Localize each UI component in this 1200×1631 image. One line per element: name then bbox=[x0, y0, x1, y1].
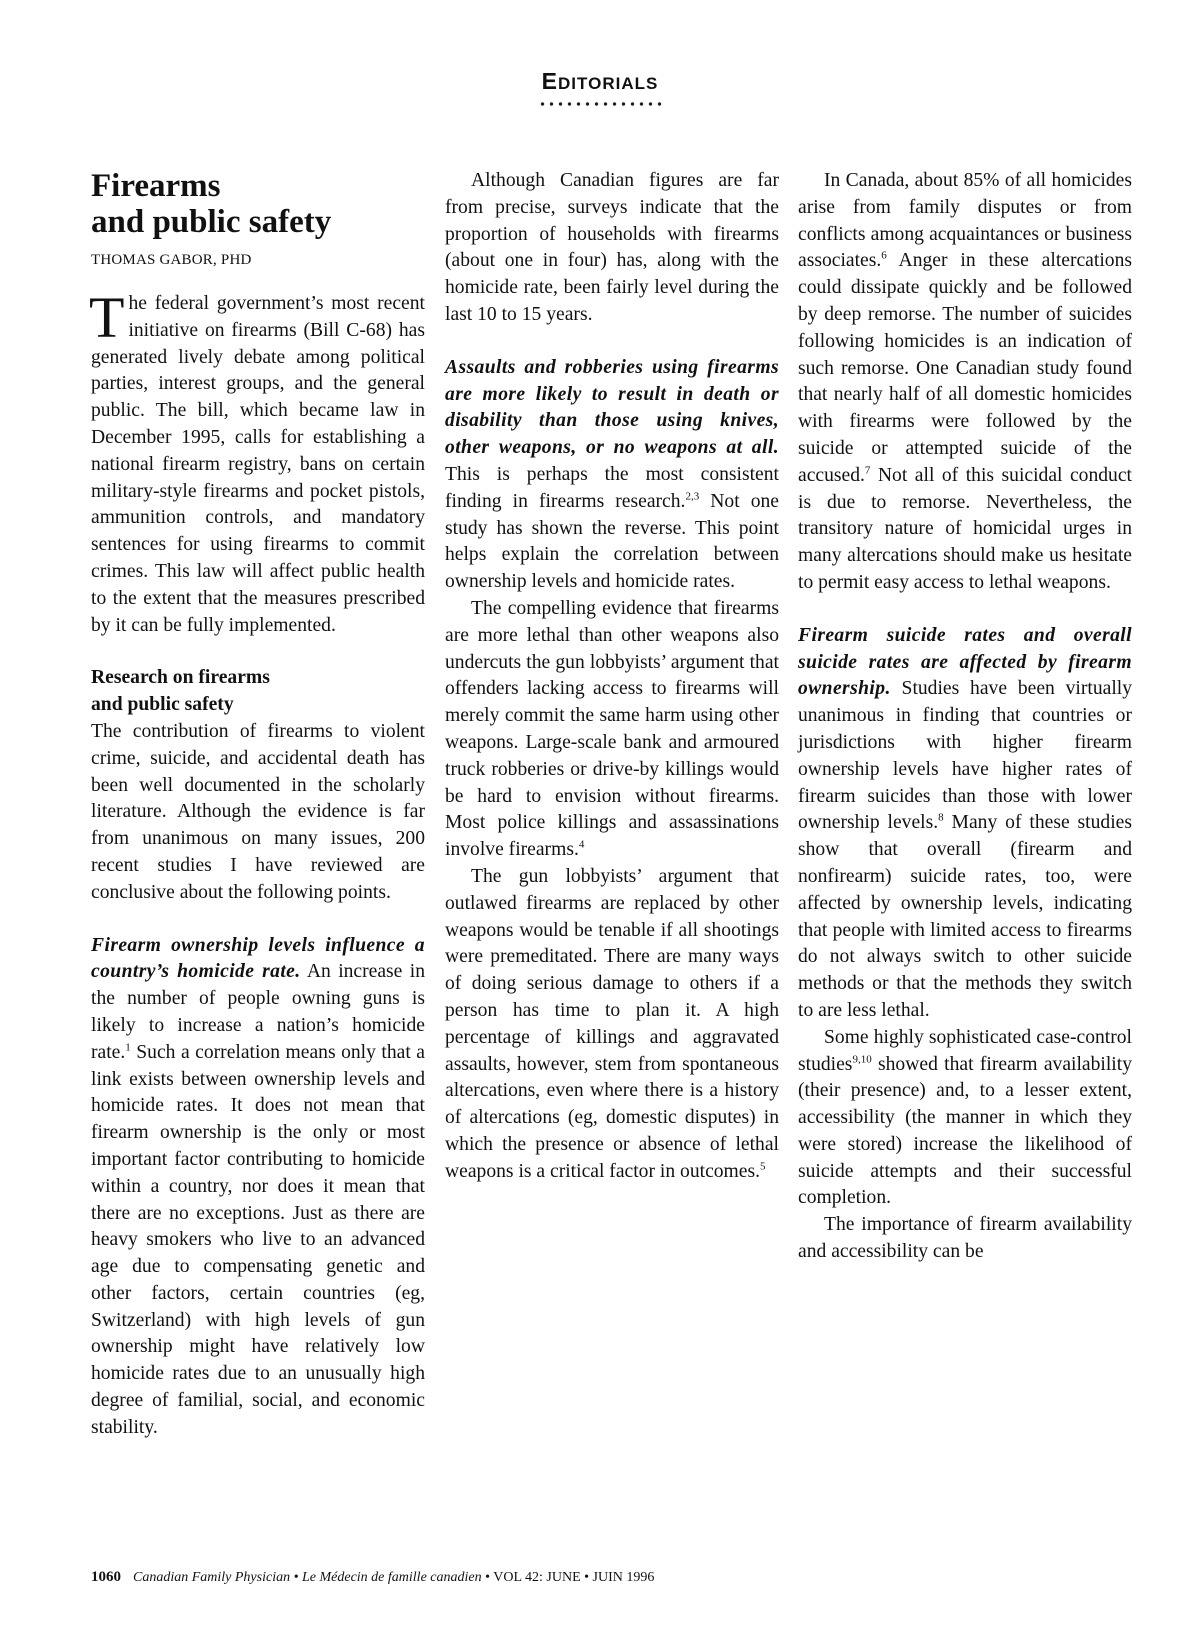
byline: THOMAS GABOR, PHD bbox=[91, 252, 252, 268]
body-paragraph: Although Canadian figures are far from precise, surveys indicate that the proportion of households with firearms (about one in four) has, along with the homicide rate, been fairly level during the last 10 to 15 years. bbox=[445, 170, 779, 325]
key-point-paragraph: Firearm ownership levels influence a country’s homicide rate. An increase in the number of people owning guns is likely to increase a nation’s homicide rate.$^1$ Such a correlation means only that a link exists between ownership levels and homicide rates. It does not mean that firearm ownership is the only or most important factor contributing to homicide within a country, nor does it mean that there are no exceptions. Just as there are heavy smokers who live to an advanced age due to compensating genetic and other factors, certain countries (eg, Switzerland) with high levels of gun ownership might have relatively low homicide rates due to an unusually high degree of familial, social, and economic stability. bbox=[91, 934, 425, 1438]
reference-superscript: 1 bbox=[125, 1041, 131, 1054]
column-1 bbox=[91, 168, 425, 1442]
intro-paragraph: The federal government’s most recent initiative on firearms (Bill C-68) has generated lively debate among political parties, interest groups, and the general public. The bill, which became law in December 1995, calls for establishing a national firearm registry, bans on certain military-style firearms and pocket pistols, ammunition controls, and mandatory sentences for using firearms to commit crimes. This law will affect public health to the extent that the measures prescribed by it can be fully implemented. bbox=[89, 285, 425, 636]
reference-superscript: 6 bbox=[881, 249, 887, 262]
reference-superscript: 7 bbox=[864, 464, 871, 477]
body-paragraph: The gun lobbyists’ argument that outlawed firearms are replaced by other weapons would be tenable if all shootings were premeditated. There are many ways of doing serious damage to others if a person has time to plan it. A high percentage of killings and aggravated assaults, however, stem from spontaneous altercations, even where there is a history of altercations (eg, domestic disputes) in which the presence or absence of lethal weapons is a critical factor in outcomes.$^5$ bbox=[445, 865, 779, 1182]
body-paragraph: The compelling evidence that firearms are more lethal than other weapons also undercuts the gun lobbyists’ argument that offenders lacking access to firearms will merely commit the same harm using other weapons. Large-scale bank and armoured truck robberies or drive-by killings would be hard to envision without firearms. Most police killings and assassinations involve firearms.$^4$ bbox=[445, 597, 779, 861]
key-point-lead: Firearm ownership levels influence a country’s homicide rate. bbox=[91, 934, 425, 983]
reference-superscript: 4 bbox=[578, 838, 585, 851]
key-point-paragraph: Firearm suicide rates and overall suicide rates are affected by firearm ownership. Studies have been virtually unanimous in finding that countries or jurisdictions with higher firearm ownership levels have higher rates of firearm suicides than those with lower ownership levels.$^8$ Many of these studies show that overall (firearm and nonfirearm) suicide rates, too, were affected by ownership levels, indicating that people with limited access to firearms do not always switch to other suicide methods or that the methods they switch to are less lethal. bbox=[798, 624, 1132, 1021]
body-paragraph: The contribution of firearms to violent crime, suicide, and accidental death has been well documented in the scholarly literature. Although the evidence is far from unanimous on many issues, 200 recent studies I have reviewed are conclusive about the following points. bbox=[91, 720, 425, 903]
body-paragraph: In Canada, about 85% of all homicides arise from family disputes or from conflicts among acquaintances or business associates.$^6$ Anger in these altercations could dissipate quickly and be followed by deep remorse. The number of suicides following homicides is an indication of such remorse. One Canadian study found that nearly half of all domestic homicides with firearms were followed by the suicide or attempted suicide of the accused.$^7$ Not all of this suicidal conduct is due to remorse. Nevertheless, the transitory nature of homicidal urges in many altercations should make us hesitate to permit easy access to lethal weapons. bbox=[798, 170, 1132, 593]
column-2 bbox=[445, 168, 779, 1185]
body-paragraph: Some highly sophisticated case-control studies$^{9,10}$ showed that firearm availability (their presence) and, to a lesser extent, accessibility (the manner in which they were stored) increase the likelihood of suicide attempts and their successful completion. bbox=[798, 1026, 1132, 1209]
section-divider-dots bbox=[538, 101, 662, 107]
drop-cap: T bbox=[89, 285, 125, 350]
key-point-lead: Assaults and robberies using firearms are more likely to result in death or disability than those using knives, other weapons, or no weapons at all. bbox=[445, 356, 779, 459]
reference-superscript: 2,3 bbox=[685, 490, 700, 503]
section-header bbox=[0, 68, 1200, 107]
reference-superscript: 8 bbox=[938, 811, 944, 824]
subheading: Research on firearms and public safety bbox=[91, 667, 270, 716]
page-number: 1060 bbox=[91, 1569, 121, 1585]
issue-info: • VOL 42: JUNE • JUIN 1996 bbox=[481, 1570, 655, 1585]
key-point-paragraph: Assaults and robberies using firearms are more likely to result in death or disability than those using knives, other weapons, or no weapons at all. This is perhaps the most consistent finding in firearms research.$^{2,3}$ Not one study has shown the reverse. This point helps explain the correlation between ownership levels and homicide rates. bbox=[445, 356, 779, 593]
article-title: Firearms and public safety bbox=[91, 168, 332, 240]
key-point-lead: Firearm suicide rates and overall suicide rates are affected by firearm ownership. bbox=[798, 624, 1132, 700]
body-paragraph: The importance of firearm availability and accessibility can be bbox=[798, 1214, 1132, 1263]
section-title: EDITORIALS bbox=[541, 68, 659, 94]
page-footer bbox=[91, 1569, 654, 1586]
journal-name: Canadian Family Physician • Le Médecin de famille canadien bbox=[133, 1570, 482, 1585]
column-3 bbox=[798, 168, 1132, 1266]
reference-superscript: 9,10 bbox=[852, 1052, 872, 1065]
reference-superscript: 5 bbox=[760, 1160, 766, 1173]
